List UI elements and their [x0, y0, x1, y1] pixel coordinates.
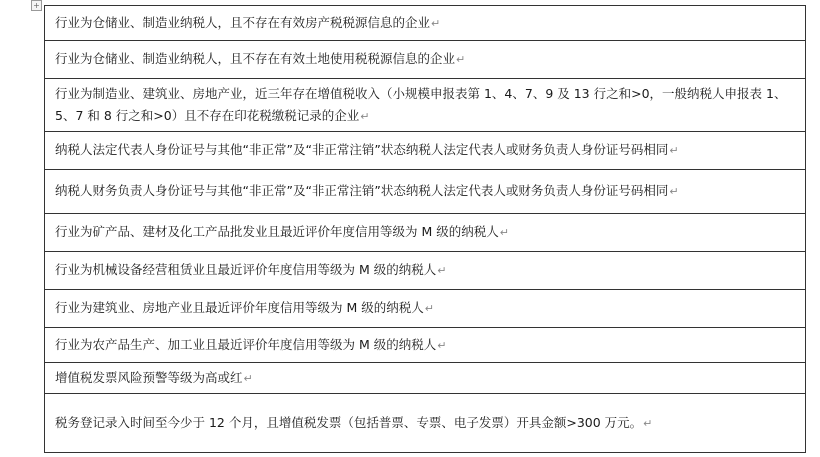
paragraph-mark-icon: ↵ — [456, 53, 466, 66]
table-row — [45, 252, 806, 290]
table-cell[interactable] — [45, 41, 806, 79]
paragraph-mark-icon: ↵ — [424, 302, 434, 315]
cell-text: 行业为建筑业、房地产业且最近评价年度信用等级为 M 级的纳税人 — [55, 300, 424, 315]
table-cell[interactable] — [45, 214, 806, 252]
cell-text: 增值税发票风险预警等级为高或红 — [55, 369, 243, 385]
paragraph-mark-icon: ↵ — [437, 338, 447, 352]
table-row — [45, 41, 806, 79]
table-cell[interactable] — [45, 363, 806, 394]
cell-text: 税务登记录入时间至今少于 12 个月，且增值税发票（包括普票、专票、电子发票）开具金额>300 万元。 — [55, 414, 643, 430]
cell-text: 行业为矿产品、建材及化工产品批发业且最近评价年度信用等级为 M 级的纳税人 — [55, 224, 499, 239]
paragraph-mark-icon: ↵ — [360, 109, 370, 123]
cell-text: 行业为仓储业、制造业纳税人，且不存在有效土地使用税税源信息的企业 — [55, 51, 456, 66]
table-cell[interactable] — [45, 328, 806, 363]
table-row — [45, 6, 806, 41]
table-cell[interactable] — [45, 252, 806, 290]
paragraph-mark-icon: ↵ — [499, 226, 509, 239]
paragraph-mark-icon: ↵ — [669, 144, 679, 157]
table-cell[interactable] — [45, 6, 806, 41]
table-cell[interactable] — [45, 394, 806, 453]
cell-text: 行业为机械设备经营租赁业且最近评价年度信用等级为 M 级的纳税人 — [55, 262, 437, 277]
cell-text: 行业为仓储业、制造业纳税人，且不存在有效房产税税源信息的企业 — [55, 14, 431, 30]
rule-table — [44, 5, 806, 453]
table-cell[interactable] — [45, 79, 806, 132]
table-cell[interactable] — [45, 132, 806, 170]
cell-text: 行业为农产品生产、加工业且最近评价年度信用等级为 M 级的纳税人 — [55, 336, 437, 352]
paragraph-mark-icon: ↵ — [243, 371, 253, 385]
table-cell[interactable] — [45, 290, 806, 328]
table-row — [45, 214, 806, 252]
table-row — [45, 328, 806, 363]
table-row — [45, 290, 806, 328]
paragraph-mark-icon: ↵ — [431, 16, 441, 30]
paragraph-mark-icon: ↵ — [643, 416, 653, 430]
table-row — [45, 394, 806, 453]
table-row — [45, 79, 806, 132]
cell-text: 行业为制造业、建筑业、房地产业，近三年存在增值税收入（小规模申报表第 1、4、7、9 及 13 行之和>0，一般纳税人申报表 1、5、7 和 8 行之和>0）且不存在印花税缴税记录的企业 — [55, 85, 787, 123]
cell-text: 纳税人财务负责人身份证号与其他“非正常”及“非正常注销”状态纳税人法定代表人或财务负责人身份证号码相同 — [55, 183, 669, 198]
table-row — [45, 170, 806, 214]
table-row — [45, 132, 806, 170]
paragraph-mark-icon: ↵ — [437, 264, 447, 277]
table-cell[interactable] — [45, 170, 806, 214]
rule-table-container — [44, 5, 806, 453]
table-row — [45, 363, 806, 394]
paragraph-mark-icon: ↵ — [669, 185, 679, 198]
cell-text: 纳税人法定代表人身份证号与其他“非正常”及“非正常注销”状态纳税人法定代表人或财务负责人身份证号码相同 — [55, 142, 669, 157]
move-handle-icon[interactable]: + — [31, 0, 42, 11]
